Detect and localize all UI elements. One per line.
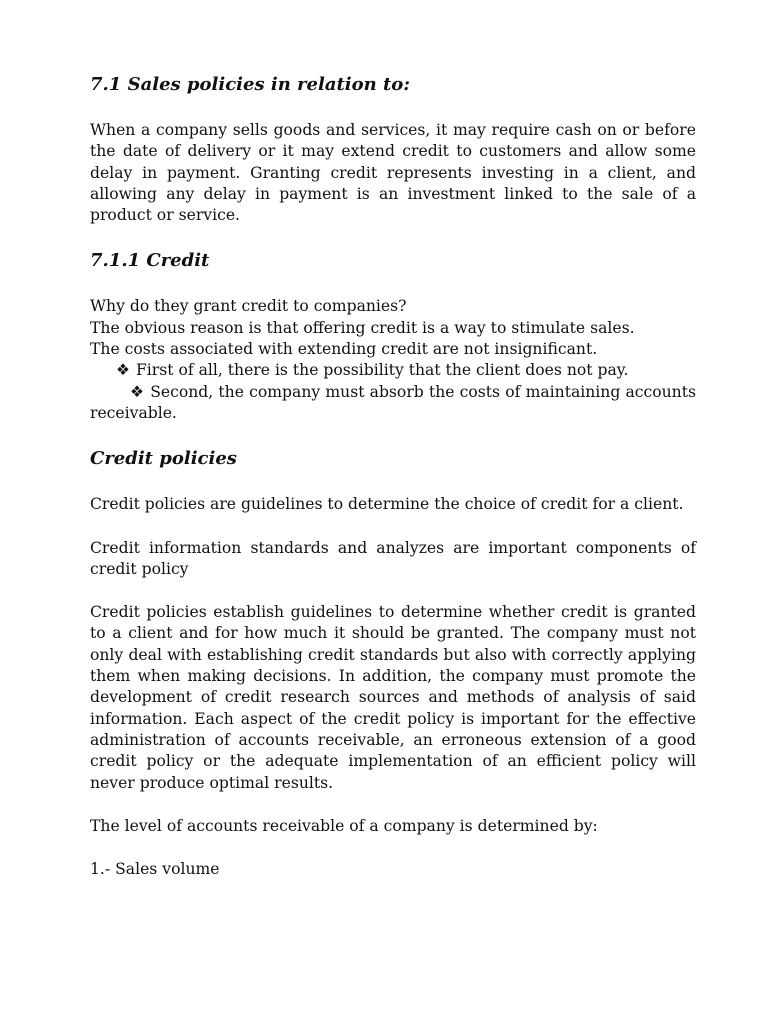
section-heading: 7.1 Sales policies in relation to: (90, 74, 410, 95)
credit-costs: The costs associated with extending credit are not insignificant. (90, 340, 598, 359)
policies-paragraph: Credit information standards and analyzes are important components of credit policy (90, 538, 696, 578)
intro-paragraph: When a company sells goods and services, it may require cash on or before the date of delivery or it may extend credit to customers and allow some delay in payment. Granting credit represents investing in a client, and allowing any delay in payment is an investment linked to the sale of a product or service. (90, 121, 696, 225)
diamond-bullet-icon: ❖ (116, 361, 130, 380)
credit-question: Why do they grant credit to companies? (90, 297, 407, 316)
credit-heading: 7.1.1 Credit (90, 250, 210, 272)
bullet-text: First of all, there is the possibility that the client does not pay. (135, 361, 629, 380)
bullet-item (90, 360, 696, 381)
policies-paragraph: Credit policies establish guidelines to determine whether credit is granted to a client and for how much it should be granted. The company must not only deal with establishing credit standards but also with correctly applying them when making decisions. In addition, the company must promote the development of credit research sources and methods of analysis of said information. Each aspect of the credit policy is important for the effective administration of accounts receivable, an erroneous extension of a good credit policy or the adequate implementation of an efficient policy will never produce optimal results. (90, 603, 696, 792)
diamond-bullet-icon: ❖ (130, 382, 145, 401)
policies-paragraph: Credit policies are guidelines to determine the choice of credit for a client. (90, 495, 684, 514)
bullet-item (90, 382, 696, 425)
credit-reason: The obvious reason is that offering credit is a way to stimulate sales. (90, 318, 635, 337)
policies-paragraph: The level of accounts receivable of a company is determined by: (90, 816, 598, 835)
list-item: 1.- Sales volume (90, 860, 220, 879)
bullet-text: Second, the company must absorb the costs of maintaining accounts receivable. (90, 382, 696, 422)
credit-policies-heading: Credit policies (90, 448, 237, 470)
document-page (90, 72, 696, 880)
